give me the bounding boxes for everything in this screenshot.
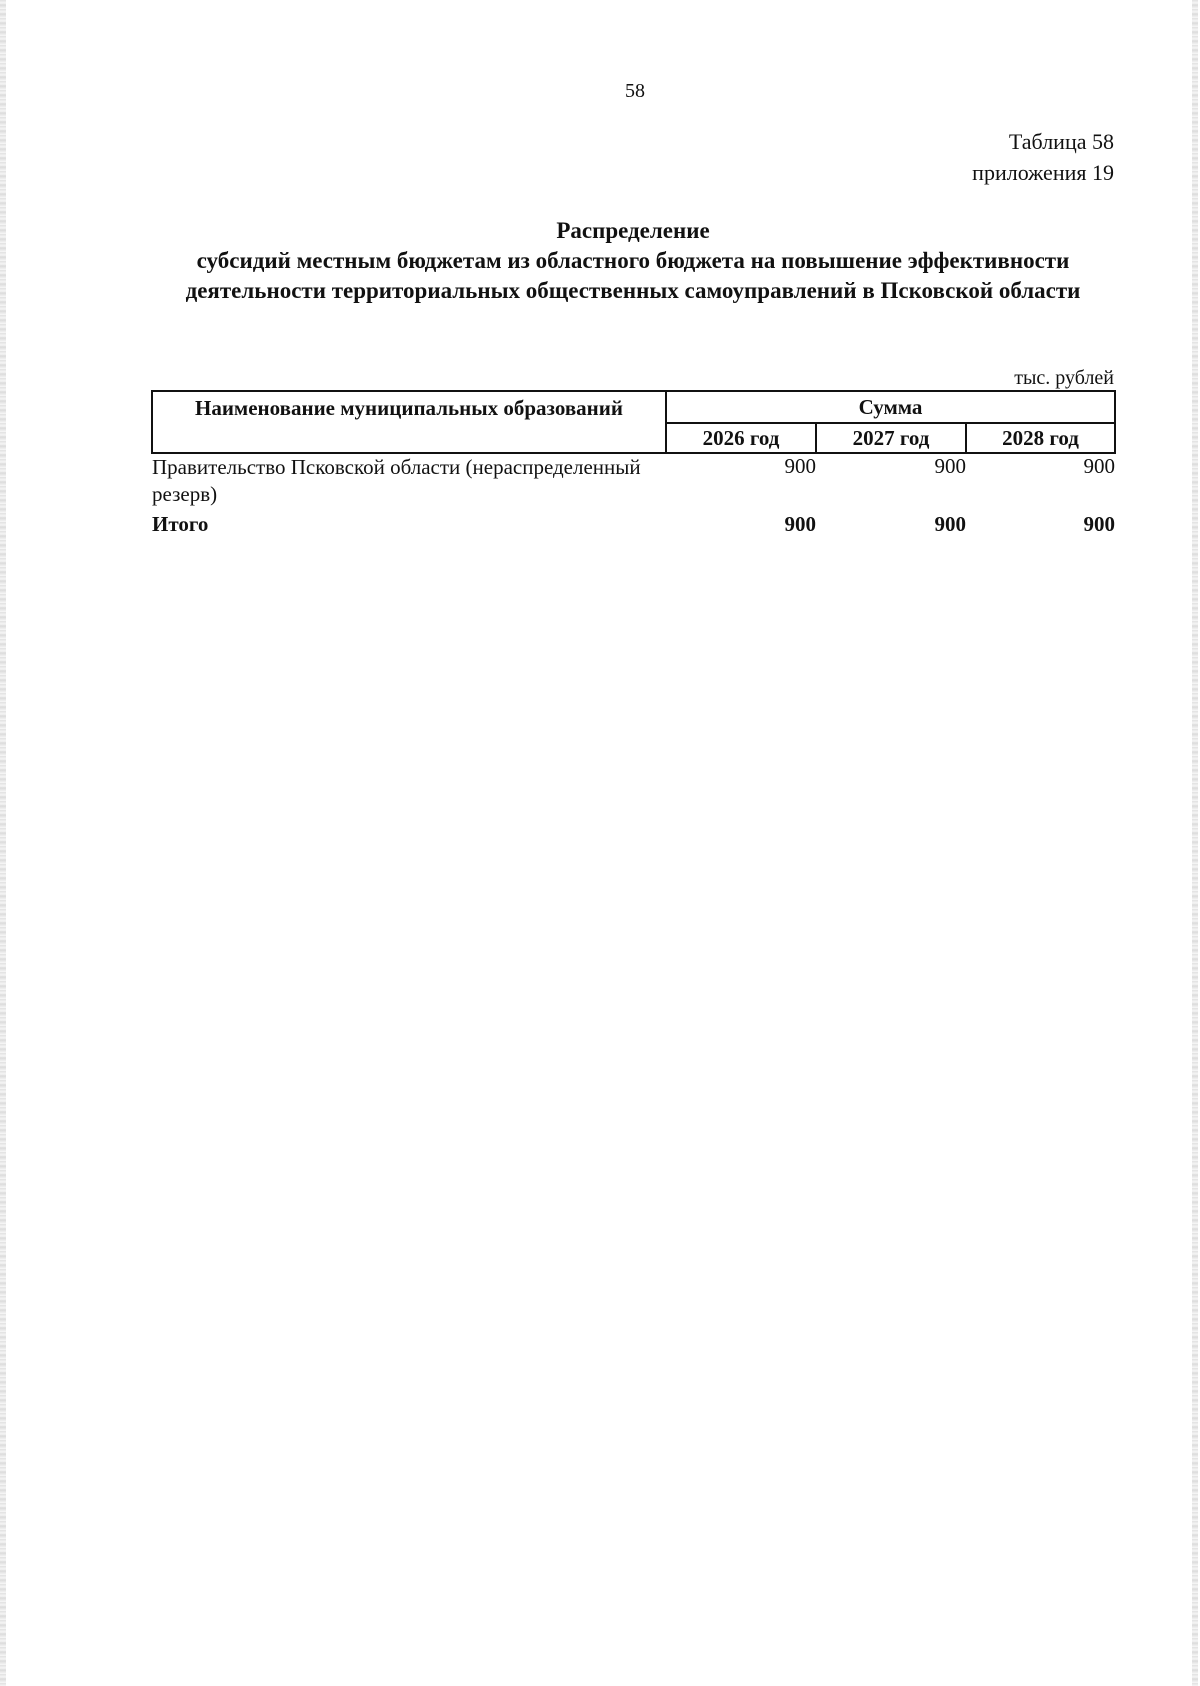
column-header-sum: Сумма: [666, 391, 1115, 423]
table-row: [152, 453, 1115, 508]
subsidy-table: [151, 390, 1116, 537]
value-cell-2028: 900: [1083, 454, 1116, 478]
appendix-label: приложения 19: [972, 160, 1114, 185]
header-row-top: [152, 391, 1115, 423]
table-reference: [972, 126, 1114, 188]
table-header: [152, 391, 1115, 453]
value-cell-2027: 900: [934, 454, 966, 478]
column-header-2028: 2028 год: [966, 423, 1115, 453]
page-number: 58: [625, 80, 645, 102]
title-line-2: субсидий местным бюджетам из областного бюджета на повышение эффективности: [196, 248, 1070, 273]
total-row: [152, 508, 1115, 537]
subsidy-table-container: [151, 390, 1114, 537]
title-line-1: Распределение: [556, 218, 710, 243]
column-header-name: Наименование муниципальных образований: [152, 391, 666, 453]
column-header-2026: 2026 год: [666, 423, 816, 453]
document-title: [120, 216, 1146, 306]
value-cell-2026: 900: [784, 454, 816, 478]
column-header-2027: 2027 год: [816, 423, 966, 453]
title-line-3: деятельности территориальных общественных самоуправлений в Псковской области: [185, 278, 1081, 303]
scan-edge-right: [1192, 0, 1198, 1686]
row-name-cell: Правительство Псковской области (нераспределенный резерв): [152, 455, 641, 506]
total-cell-2026: 900: [784, 512, 816, 536]
table-label: Таблица 58: [1008, 129, 1114, 154]
total-label-cell: Итого: [152, 512, 209, 536]
total-cell-2027: 900: [934, 512, 966, 536]
units-label: тыс. рублей: [1014, 367, 1114, 389]
total-cell-2028: 900: [1083, 512, 1116, 536]
table-body: [152, 453, 1115, 537]
scan-edge-left: [0, 0, 6, 1686]
